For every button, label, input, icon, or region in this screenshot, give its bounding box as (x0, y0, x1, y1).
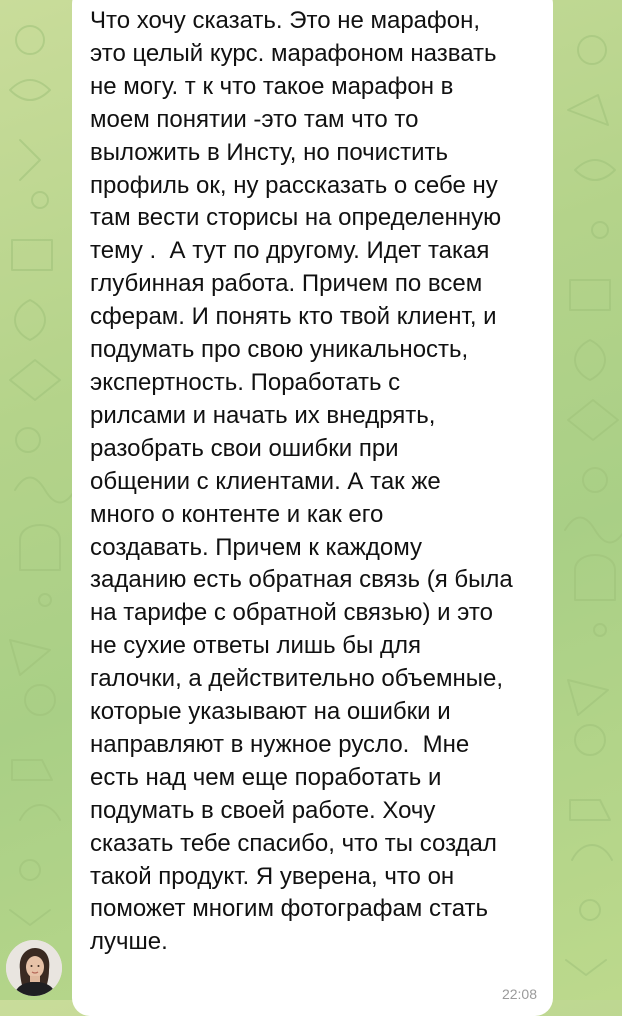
message-line: рилсами и начать их внедрять, (90, 401, 436, 429)
message-line: на тарифе с обратной связью) и это (90, 599, 493, 627)
message-line: это целый курс. марафоном назвать (90, 39, 497, 67)
message-line: экспертность. Поработать с (90, 368, 401, 396)
message-line: галочки, а действительно объемные, (90, 665, 504, 693)
message-line: профиль ок, ну рассказать о себе ну (90, 171, 498, 199)
message-line: не сухие ответы лишь бы для (90, 632, 421, 660)
message-line: разобрать свои ошибки при (90, 434, 399, 462)
message-line: подумать в своей работе. Хочу (90, 796, 436, 824)
message-line: подумать про свою уникальность, (90, 336, 469, 364)
message-line: Что хочу сказать. Это не марафон, (90, 7, 481, 34)
message-line: направляют в нужное русло. Мне (90, 730, 470, 758)
avatar-photo-icon (6, 940, 62, 996)
message-line: глубинная работа. Причем по всем (90, 270, 483, 298)
message-line: много о контенте и как его (90, 500, 384, 528)
message-line: лучше. (90, 928, 168, 956)
message-line: общении с клиентами. А так же (90, 467, 441, 495)
message-line: поможет многим фотографам стать (90, 895, 489, 923)
message-timestamp: 22:08 (501, 986, 537, 1002)
message-text (90, 5, 542, 959)
sender-avatar[interactable] (6, 940, 62, 996)
message-line: там вести сторисы на определенную (90, 204, 502, 232)
message-line: которые указывают на ошибки и (90, 698, 451, 726)
message-line: есть над чем еще поработать и (90, 763, 442, 791)
message-line: такой продукт. Я уверена, что он (90, 862, 455, 890)
message-line: создавать. Причем к каждому (90, 533, 423, 561)
message-line: моем понятии -это там что то (90, 105, 419, 133)
message-line: заданию есть обратная связь (я была (90, 566, 513, 594)
message-line: сферам. И понять кто твой клиент, и (90, 303, 497, 331)
message-line: сказать тебе спасибо, что ты создал (90, 829, 497, 857)
message-line: тему . А тут по другому. Идет такая (90, 237, 490, 265)
incoming-message-bubble[interactable] (72, 0, 553, 1016)
message-line: не могу. т к что такое марафон в (90, 72, 454, 100)
message-line: выложить в Инсту, но почистить (90, 138, 448, 166)
